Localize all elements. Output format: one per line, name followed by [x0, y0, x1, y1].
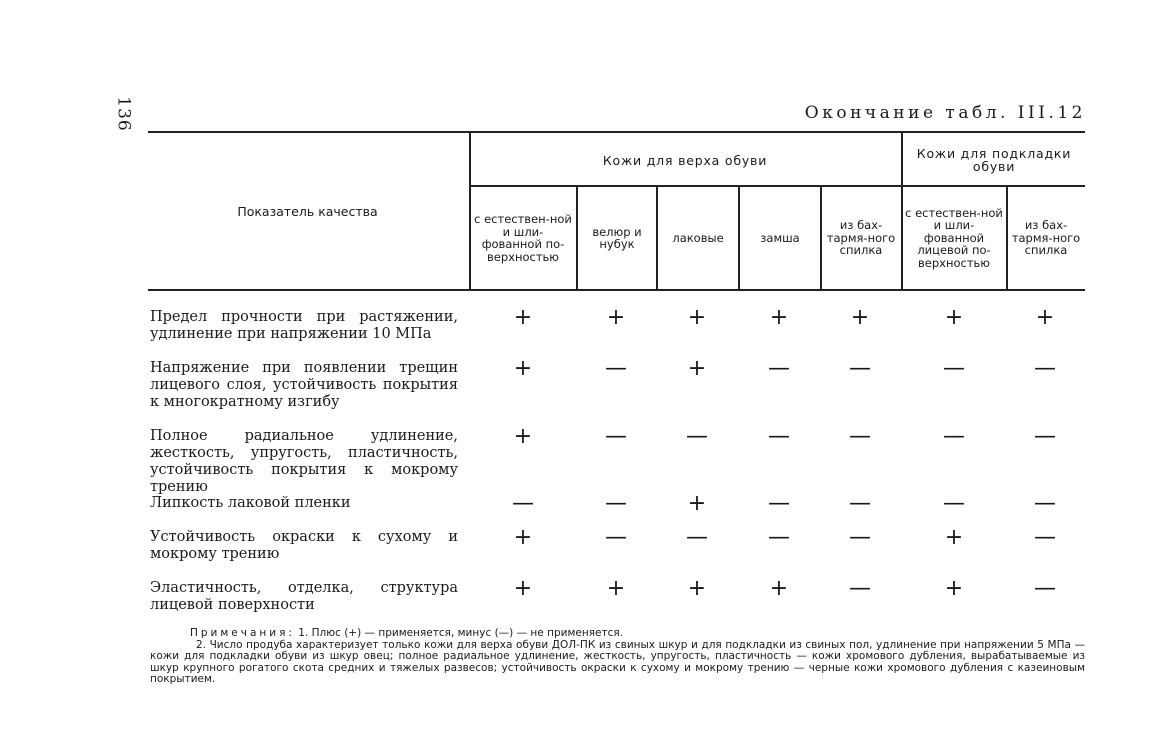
note-1 — [150, 628, 1085, 640]
table-cell-mark: — — [605, 525, 627, 550]
table-cell-mark: — — [849, 491, 871, 516]
table-cell-mark: + — [513, 305, 533, 330]
table-cell-mark: + — [944, 525, 964, 550]
table-cell-mark: — — [1034, 424, 1056, 449]
table-cell-mark: — — [849, 356, 871, 381]
table-cell-mark: + — [769, 305, 789, 330]
header-divider — [738, 186, 740, 289]
table-cell-mark: — — [1034, 491, 1056, 516]
table-cell-mark: — — [849, 525, 871, 550]
table-cell-mark: + — [687, 491, 707, 516]
header-divider — [656, 186, 658, 289]
table-cell-mark: — — [1034, 576, 1056, 601]
table-cell-mark: — — [605, 491, 627, 516]
column-header: с естествен-ной и шли-фованной по-верхностью — [474, 212, 572, 264]
group-header-lining: Кожи для подкладки обуви — [916, 146, 1072, 174]
table-cell-mark: — — [1034, 525, 1056, 550]
table-caption: Окончание табл. III.12 — [804, 103, 1086, 123]
column-header: велюр и нубук — [592, 224, 642, 251]
table-cell-mark: — — [768, 424, 790, 449]
table-cell-mark: — — [686, 424, 708, 449]
table-cell-mark: + — [513, 576, 533, 601]
note-1-text: 1. Плюс (+) — применяется, минус (—) — не применяется. — [298, 627, 624, 639]
row-label: Полное радиальное удлинение, жесткость, упругость, пластичность, устойчивость покрытия к мокрому трению — [150, 428, 458, 495]
table-cell-mark: — — [943, 491, 965, 516]
column-header: из бах-тармя-ного спилка — [1011, 218, 1081, 258]
header-divider — [576, 186, 578, 289]
table-cell-mark: + — [850, 305, 870, 330]
table-cell-mark: + — [687, 576, 707, 601]
table-cell-mark: — — [768, 525, 790, 550]
table-cell-mark: — — [849, 576, 871, 601]
group-header-rule — [469, 185, 1085, 187]
row-label: Предел прочности при растяжении, удлинение при напряжении 10 МПа — [150, 309, 458, 342]
row-header: Показатель качества — [237, 204, 378, 220]
column-header: из бах-тармя-ного спилка — [826, 218, 896, 258]
table-cell-mark: — — [943, 356, 965, 381]
table-cell-mark: + — [1035, 305, 1055, 330]
table-cell-mark: + — [687, 356, 707, 381]
note-2: 2. Число продуба характеризует только кожи для верха обуви ДОЛ-ПК из свиных шкур и для подкладки из свиных пол, удлинение при напряжении 5 МПа — кожи для подкладки обуви из шкур овец; полное радиальное удлинение, жесткость, упругость, пластичность — кожи хромового дубления, вырабатываемые из шкур крупного рогатого скота средних и тяжелых развесов; устойчивость окраски к сухому и мокрому трению — черные кожи хромового дубления с казеиновым покрытием. — [150, 638, 1085, 685]
notes-title: Примечания: — [190, 627, 295, 639]
row-label: Устойчивость окраски к сухому и мокрому трению — [150, 529, 458, 562]
row-label: Эластичность, отделка, структура лицевой поверхности — [150, 580, 458, 613]
table-cell-mark: + — [769, 576, 789, 601]
table-cell-mark: — — [943, 424, 965, 449]
column-header: лаковые — [672, 230, 724, 245]
row-label: Напряжение при появлении трещин лицевого слоя, устойчивость покрытия к многократному изгибу — [150, 360, 458, 410]
table-cell-mark: + — [687, 305, 707, 330]
table-cell-mark: + — [606, 305, 626, 330]
table-cell-mark: — — [605, 356, 627, 381]
table-cell-mark: — — [768, 491, 790, 516]
table-cell-mark: + — [513, 424, 533, 449]
page-number: 136 — [113, 96, 134, 132]
table-top-rule — [148, 131, 1085, 133]
header-divider — [1006, 186, 1008, 289]
group-header-upper: Кожи для верха обуви — [602, 152, 768, 168]
table-cell-mark: — — [768, 356, 790, 381]
table-cell-mark: + — [944, 576, 964, 601]
table-cell-mark: + — [606, 576, 626, 601]
table-cell-mark: — — [1034, 356, 1056, 381]
table-cell-mark: + — [944, 305, 964, 330]
column-header: с естествен-ной и шли-фованной лицевой по-верхностью — [905, 205, 1003, 270]
row-label: Липкость лаковой пленки — [150, 495, 351, 511]
table-header-rule — [148, 289, 1085, 291]
table-notes — [150, 628, 1085, 686]
table-cell-mark: — — [605, 424, 627, 449]
column-header: замша — [760, 230, 800, 245]
header-divider — [820, 186, 822, 289]
table-cell-mark: + — [513, 525, 533, 550]
table-cell-mark: + — [513, 356, 533, 381]
table-cell-mark: — — [686, 525, 708, 550]
table-cell-mark: — — [849, 424, 871, 449]
table-cell-mark: — — [512, 491, 534, 516]
